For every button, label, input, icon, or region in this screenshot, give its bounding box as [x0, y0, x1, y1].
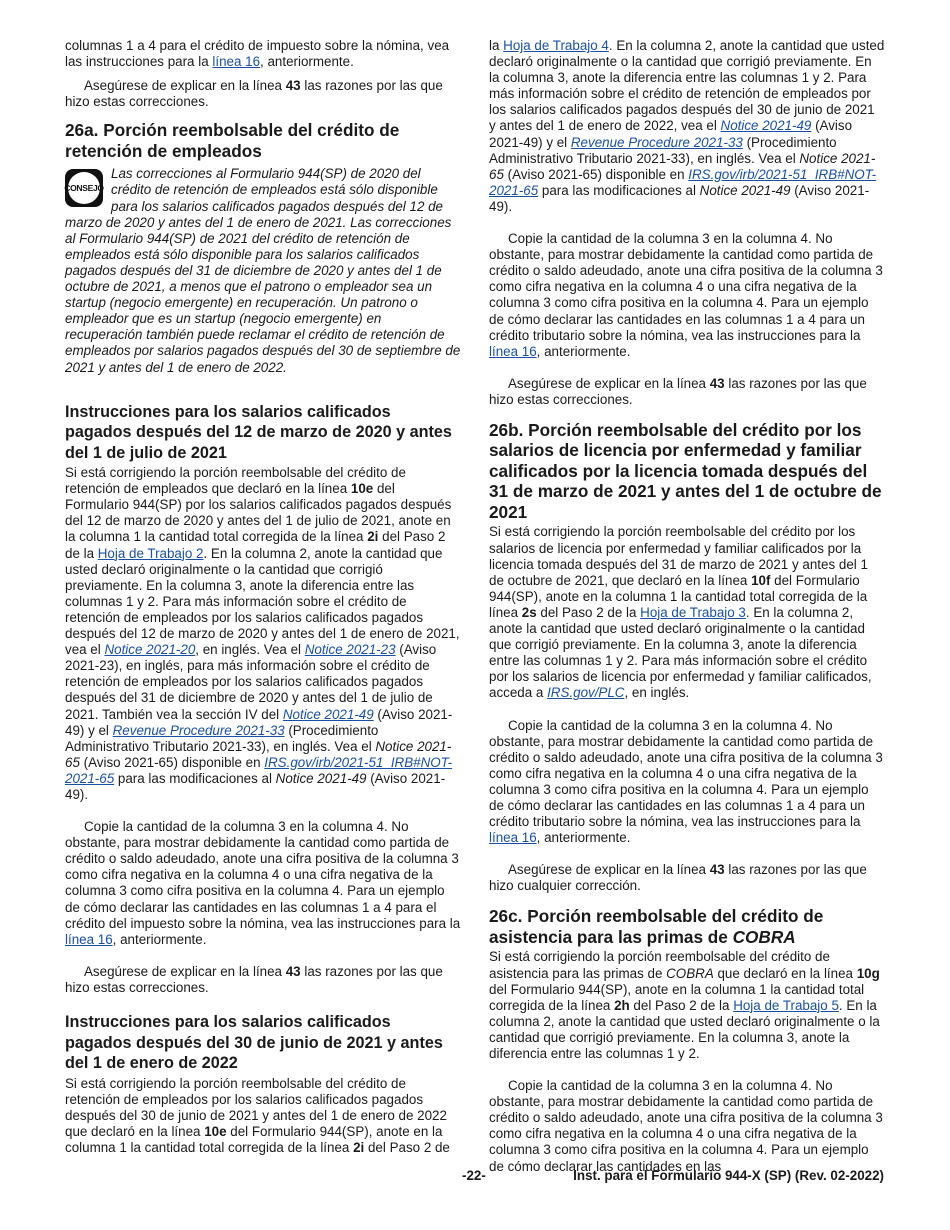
- link-line-16[interactable]: línea 16: [489, 343, 537, 359]
- paragraph: columnas 1 a 4 para el crédito de impuesto sobre la nómina, vea las instrucciones para la línea 16, anteriormente.: [65, 38, 450, 70]
- subsection-heading: Instrucciones para los salarios calificados pagados después del 30 de junio de 2021 y antes del 1 de enero de 2022: [65, 1013, 443, 1072]
- link-line-16[interactable]: línea 16: [65, 931, 113, 947]
- link-notice-2021-49[interactable]: Notice 2021-49: [282, 706, 374, 722]
- paragraph: Si está corrigiendo la porción reembolsable del crédito por los salarios de licencia por enfermedad y familiar calificados por la licencia tomada después del 31 de marzo de 2021 y antes del 1 de octubre de 2021, que declaró en la línea 10f del Formulario 944(SP), anote en la columna 1 la cantidad total corregida de la línea 2s del Paso 2 de la Hoja de Trabajo 3. En la columna 2, anote la cantidad que usted declaró originalmente o la cantidad que corrigió previamente. En la columna 3, anote la diferencia entre las columnas 1 y 2. Para más información sobre el crédito por los salarios de licencia por enfermedad y familiar calificados, acceda a IRS.gov/PLC, en inglés.: [489, 524, 872, 701]
- paragraph: Si está corrigiendo la porción reembolsable del crédito de retención de empleados por los salarios calificados pagados después del 30 de junio de 2021 y antes del 1 de enero de 2022 que declaró en la línea 10e del Formulario 944(SP), anote en la columna 1 la cantidad total corregida de la línea 2i del Paso 2 de: [65, 1075, 450, 1155]
- right-column: [489, 38, 885, 1175]
- form-title: Inst. para el Formulario 944-X (SP) (Rev. 02-2022): [573, 1168, 884, 1183]
- subsection-heading: Instrucciones para los salarios calificados pagados después del 12 de marzo de 2020 y antes del 1 de julio de 2021: [65, 402, 452, 462]
- section-heading-26a: 26a. Porción reembolsable del crédito de retención de empleados: [65, 120, 400, 161]
- link-irs-plc[interactable]: IRS.gov/PLC: [547, 685, 625, 701]
- link-worksheet-5[interactable]: Hoja de Trabajo 5: [733, 997, 839, 1013]
- tip-box: [65, 166, 461, 375]
- paragraph: Copie la cantidad de la columna 3 en la columna 4. No obstante, para mostrar debidamente la cantidad como partida de crédito o saldo adeudado, anote una cifra positiva de la columna 3 como cifra negativa en la columna 4 o una cifra negativa de la columna 3 como cifra positiva en la columna 4. Para un ejemplo de cómo declarar las cantidades en las columnas 1 a 4 para un crédito tributario sobre la nómina, vea las instrucciones para la línea 16, anteriormente.: [489, 717, 883, 846]
- paragraph: Si está corrigiendo la porción reembolsable del crédito de retención de empleados que declaró en la línea 10e del Formulario 944(SP) por los salarios calificados pagados después del 12 de marzo de 2020 y antes del 1 de julio de 2021, anote en la columna 1 la cantidad total corregida de la línea 2i del Paso 2 de la Hoja de Trabajo 2. En la columna 2, anote la cantidad que usted declaró originalmente o la cantidad que corrigió previamente. En la columna 3, anote la diferencia entre las columnas 1 y 2. Para más información sobre el crédito de retención de empleados por los salarios calificados pagados después del 12 de marzo de 2020 y antes del 1 de enero de 2021, vea el Notice 2021-20, en inglés. Vea el Notice 2021-23 (Aviso 2021-23), en inglés, para más información sobre el crédito de retención de empleados por los salarios calificados pagados después del 31 de diciembre de 2020 y antes del 1 de julio de 2021. También vea la sección IV del Notice 2021-49 (Aviso 2021-49) y el Revenue Procedure 2021-33 (Procedimiento Administrativo Tributario 2021-33), en inglés. Vea el Notice 2021-65 (Aviso 2021-65) disponible en IRS.gov/irb/2021-51_IRB#NOT-2021-65 para las modificaciones al Notice 2021-49 (Aviso 2021-49).: [65, 465, 460, 802]
- paragraph: Asegúrese de explicar en la línea 43 las razones por las que hizo estas correcciones.: [489, 375, 867, 407]
- paragraph: Copie la cantidad de la columna 3 en la columna 4. No obstante, para mostrar debidamente la cantidad como partida de crédito o saldo adeudado, anote una cifra positiva de la columna 3 como cifra negativa en la columna 4 o una cifra negativa de la columna 3 como cifra positiva en la columna 4. Para un ejemplo de cómo declarar las cantidades en las: [489, 1078, 883, 1174]
- link-notice-2021-49[interactable]: Notice 2021-49: [720, 118, 812, 134]
- paragraph: Asegúrese de explicar en la línea 43 las razones por las que hizo cualquier corrección.: [489, 862, 867, 894]
- link-worksheet-3[interactable]: Hoja de Trabajo 3: [640, 604, 746, 620]
- link-irb-2021-51[interactable]: IRS.gov/irb/2021-51_IRB#NOT-2021-65: [65, 754, 453, 786]
- link-rev-proc-2021-33[interactable]: Revenue Procedure 2021-33: [570, 134, 743, 150]
- link-line-16[interactable]: línea 16: [489, 830, 537, 846]
- link-notice-2021-23[interactable]: Notice 2021-23: [304, 642, 396, 658]
- paragraph: Copie la cantidad de la columna 3 en la columna 4. No obstante, para mostrar debidamente la cantidad como partida de crédito o saldo adeudado, anote una cifra positiva de la columna 3 como cifra negativa en la columna 4 o una cifra negativa de la columna 3 como cifra positiva en la columna 4. Para un ejemplo de cómo declarar las cantidades en las columnas 1 a 4 para un crédito tributario sobre la nómina, vea las instrucciones para la línea 16, anteriormente.: [489, 231, 883, 359]
- paragraph: la Hoja de Trabajo 4. En la columna 2, anote la cantidad que usted declaró originalmente o la cantidad que corrigió previamente. En la columna 3, anote la diferencia entre las columnas 1 y 2. Para más información sobre el crédito de retención de empleados por los salarios calificados pagados después del 30 de junio de 2021 y antes del 1 de enero de 2022, vea el Notice 2021-49 (Aviso 2021-49) y el Revenue Procedure 2021-33 (Procedimiento Administrativo Tributario 2021-33), en inglés. Vea el Notice 2021-65 (Aviso 2021-65) disponible en IRS.gov/irb/2021-51_IRB#NOT-2021-65 para las modificaciones al Notice 2021-49 (Aviso 2021-49).: [489, 38, 885, 214]
- paragraph: Copie la cantidad de la columna 3 en la columna 4. No obstante, para mostrar debidamente la cantidad como partida de crédito o saldo adeudado, anote una cifra positiva de la columna 3 como cifra negativa en la columna 4 o una cifra negativa de la columna 3 como cifra positiva en la columna 4. Para un ejemplo de cómo declarar las cantidades en las columnas 1 a 4 para el crédito del impuesto sobre la nómina, vea las instrucciones para la línea 16, anteriormente.: [65, 819, 461, 947]
- link-rev-proc-2021-33[interactable]: Revenue Procedure 2021-33: [112, 722, 285, 738]
- page-number: -22-: [462, 1168, 486, 1183]
- section-heading-26c: 26c. Porción reembolsable del crédito de asistencia para las primas de COBRA: [489, 906, 824, 947]
- left-column: [65, 38, 461, 1156]
- link-notice-2021-20[interactable]: Notice 2021-20: [104, 642, 196, 658]
- link-worksheet-2[interactable]: Hoja de Trabajo 2: [97, 545, 204, 561]
- paragraph: Asegúrese de explicar en la línea 43 las razones por las que hizo estas correcciones.: [65, 78, 443, 110]
- tip-text: Las correcciones al Formulario 944(SP) de 2020 del crédito de retención de empleados está sólo disponible para los salarios calificados pagados después del 12 de marzo de 2020 y antes del 1 de enero de 2021. Las correcciones al Formulario 944(SP) de 2021 del crédito de retención de empleados está sólo disponible para los salarios calificados pagados después del 31 de diciembre de 2020 y antes del 1 de octubre de 2021, a menos que el patrono o empleador sea un startup (negocio emergente) en recuperación. Un patrono o empleador que es un startup (negocio emergente) en recuperación también puede reclamar el crédito de retención de empleados por salarios pagados después del 30 de septiembre de 2021 y antes del 1 de enero de 2022.: [65, 166, 461, 375]
- paragraph: Asegúrese de explicar en la línea 43 las razones por las que hizo estas correcciones.: [65, 963, 443, 995]
- link-irb-2021-51[interactable]: IRS.gov/irb/2021-51_IRB#NOT-2021-65: [489, 166, 877, 198]
- link-line-16[interactable]: línea 16: [212, 54, 261, 70]
- link-worksheet-4[interactable]: Hoja de Trabajo 4: [503, 38, 609, 53]
- paragraph: Si está corrigiendo la porción reembolsable del crédito de asistencia para las primas de COBRA que declaró en la línea 10g del Formulario 944(SP), anote en la columna 1 la cantidad total corregida de la línea 2h del Paso 2 de la Hoja de Trabajo 5. En la columna 2, anote la cantidad que usted declaró originalmente o la cantidad que corrigió previamente. En la columna 3, anote la diferencia entre las columnas 1 y 2.: [489, 949, 880, 1061]
- tip-icon: CONSEJO: [65, 169, 103, 207]
- section-heading-26b: 26b. Porción reembolsable del crédito por los salarios de licencia por enfermedad y familiar calificados por la licencia tomada después del 31 de marzo de 2021 y antes del 1 de octubre de 2021: [489, 419, 882, 522]
